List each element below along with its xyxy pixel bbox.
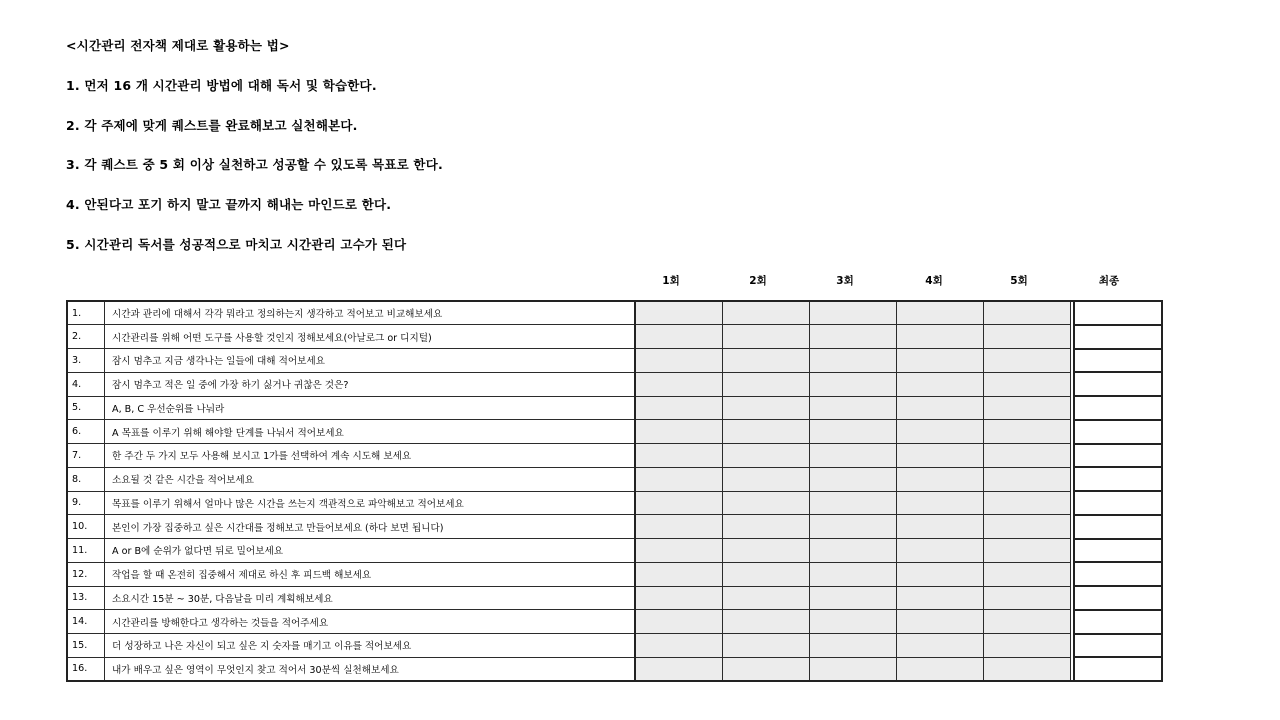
instruction-4: 4. 안된다고 포기 하지 말고 끝까지 해내는 마인드로 한다. (66, 197, 392, 212)
quest-checklist-table (66, 300, 1163, 682)
attempt-1-cell[interactable] (635, 301, 723, 325)
task-number: 11. (67, 539, 105, 563)
task-number: 15. (67, 634, 105, 658)
attempt-2-cell[interactable] (723, 634, 810, 658)
instruction-3: 3. 각 퀘스트 중 5 회 이상 실천하고 성공할 수 있도록 목표로 한다. (66, 157, 443, 172)
attempt-2-cell[interactable] (723, 586, 810, 610)
attempt-5-cell[interactable] (984, 515, 1071, 539)
attempt-2-cell[interactable] (723, 325, 810, 349)
task-number: 1. (67, 301, 105, 325)
attempt-1-cell[interactable] (635, 420, 723, 444)
table-row (67, 420, 1162, 444)
task-text: 더 성장하고 나은 자신이 되고 싶은 지 숫자를 매기고 이유를 적어보세요 (105, 634, 636, 658)
table-row (67, 491, 1162, 515)
task-text: 본인이 가장 집중하고 싶은 시간대를 정해보고 만들어보세요 (하다 보면 됩니다) (105, 515, 636, 539)
attempt-1-cell[interactable] (635, 491, 723, 515)
attempt-1-cell[interactable] (635, 634, 723, 658)
attempt-2-cell[interactable] (723, 491, 810, 515)
table-row (67, 657, 1162, 681)
table-row (67, 325, 1162, 349)
final-cell[interactable] (1074, 515, 1162, 539)
attempt-5-cell[interactable] (984, 539, 1071, 563)
attempt-1-cell[interactable] (635, 349, 723, 373)
table-row (67, 515, 1162, 539)
attempt-3-cell[interactable] (810, 372, 897, 396)
attempt-3-cell[interactable] (810, 610, 897, 634)
attempt-3-cell[interactable] (810, 444, 897, 468)
attempt-1-cell[interactable] (635, 372, 723, 396)
attempt-3-cell[interactable] (810, 515, 897, 539)
final-cell[interactable] (1074, 491, 1162, 515)
task-text: A 목표를 이루기 위해 해야할 단계를 나눠서 적어보세요 (105, 420, 636, 444)
attempt-4-cell[interactable] (897, 396, 984, 420)
attempt-3-cell[interactable] (810, 491, 897, 515)
attempt-2-cell[interactable] (723, 515, 810, 539)
attempt-1-cell[interactable] (635, 444, 723, 468)
column-header-1: 1회 (662, 275, 680, 287)
table-row (67, 444, 1162, 468)
task-text: A, B, C 우선순위를 나눠라 (105, 396, 636, 420)
attempt-1-cell[interactable] (635, 586, 723, 610)
task-number: 12. (67, 562, 105, 586)
final-cell[interactable] (1074, 657, 1162, 681)
task-number: 3. (67, 349, 105, 373)
attempt-2-cell[interactable] (723, 444, 810, 468)
task-number: 8. (67, 467, 105, 491)
final-cell[interactable] (1074, 539, 1162, 563)
final-cell[interactable] (1074, 467, 1162, 491)
table-row (67, 634, 1162, 658)
attempt-3-cell[interactable] (810, 657, 897, 681)
task-text: 시간관리를 방해한다고 생각하는 것들을 적어주세요 (105, 610, 636, 634)
table-row (67, 349, 1162, 373)
attempt-4-cell[interactable] (897, 349, 984, 373)
attempt-3-cell[interactable] (810, 396, 897, 420)
attempt-4-cell[interactable] (897, 372, 984, 396)
final-cell[interactable] (1074, 444, 1162, 468)
attempt-2-cell[interactable] (723, 420, 810, 444)
attempt-1-cell[interactable] (635, 515, 723, 539)
attempt-4-cell[interactable] (897, 610, 984, 634)
attempt-5-cell[interactable] (984, 420, 1071, 444)
task-text: 시간관리를 위해 어떤 도구를 사용할 것인지 정해보세요(아날로그 or 디지털) (105, 325, 636, 349)
attempt-2-cell[interactable] (723, 539, 810, 563)
attempt-5-cell[interactable] (984, 349, 1071, 373)
attempt-3-cell[interactable] (810, 349, 897, 373)
instruction-2: 2. 각 주제에 맞게 퀘스트를 완료해보고 실천해본다. (66, 118, 358, 133)
attempt-4-cell[interactable] (897, 657, 984, 681)
table-row (67, 562, 1162, 586)
attempt-4-cell[interactable] (897, 586, 984, 610)
attempt-1-cell[interactable] (635, 325, 723, 349)
column-header-3: 3회 (836, 275, 854, 287)
attempt-5-cell[interactable] (984, 467, 1071, 491)
attempt-5-cell[interactable] (984, 657, 1071, 681)
attempt-1-cell[interactable] (635, 396, 723, 420)
task-text: 내가 배우고 싶은 영역이 무엇인지 찾고 적어서 30분씩 실천해보세요 (105, 657, 636, 681)
attempt-5-cell[interactable] (984, 634, 1071, 658)
attempt-4-cell[interactable] (897, 562, 984, 586)
final-cell[interactable] (1074, 634, 1162, 658)
attempt-2-cell[interactable] (723, 562, 810, 586)
final-cell[interactable] (1074, 396, 1162, 420)
task-text: 잠시 멈추고 적은 일 중에 가장 하기 싫거나 귀찮은 것은? (105, 372, 636, 396)
attempt-2-cell[interactable] (723, 301, 810, 325)
task-text: 잠시 멈추고 지금 생각나는 일들에 대해 적어보세요 (105, 349, 636, 373)
attempt-2-cell[interactable] (723, 396, 810, 420)
final-cell[interactable] (1074, 610, 1162, 634)
attempt-3-cell[interactable] (810, 467, 897, 491)
task-text: 작업을 할 때 온전히 집중해서 제대로 하신 후 피드백 해보세요 (105, 562, 636, 586)
task-number: 10. (67, 515, 105, 539)
final-cell[interactable] (1074, 372, 1162, 396)
column-header-final: 최종 (1098, 275, 1120, 287)
attempt-2-cell[interactable] (723, 610, 810, 634)
task-text: 시간과 관리에 대해서 각각 뭐라고 정의하는지 생각하고 적어보고 비교해보세요 (105, 301, 636, 325)
table-row (67, 396, 1162, 420)
document-title: <시간관리 전자책 제대로 활용하는 법> (66, 38, 290, 53)
final-cell[interactable] (1074, 301, 1162, 325)
attempt-5-cell[interactable] (984, 396, 1071, 420)
attempt-2-cell[interactable] (723, 467, 810, 491)
attempt-3-cell[interactable] (810, 325, 897, 349)
task-number: 7. (67, 444, 105, 468)
column-header-4: 4회 (925, 275, 943, 287)
attempt-1-cell[interactable] (635, 539, 723, 563)
final-cell[interactable] (1074, 562, 1162, 586)
attempt-2-cell[interactable] (723, 372, 810, 396)
attempt-5-cell[interactable] (984, 444, 1071, 468)
attempt-4-cell[interactable] (897, 515, 984, 539)
table-row (67, 301, 1162, 325)
attempt-4-cell[interactable] (897, 420, 984, 444)
attempt-1-cell[interactable] (635, 467, 723, 491)
table-row (67, 467, 1162, 491)
attempt-4-cell[interactable] (897, 301, 984, 325)
task-text: 목표를 이루기 위해서 얼마나 많은 시간을 쓰는지 객관적으로 파악해보고 적어보세요 (105, 491, 636, 515)
column-header-2: 2회 (749, 275, 767, 287)
attempt-3-cell[interactable] (810, 420, 897, 444)
task-number: 9. (67, 491, 105, 515)
attempt-5-cell[interactable] (984, 610, 1071, 634)
table-row (67, 539, 1162, 563)
task-number: 4. (67, 372, 105, 396)
attempt-4-cell[interactable] (897, 325, 984, 349)
final-cell[interactable] (1074, 325, 1162, 349)
attempt-3-cell[interactable] (810, 586, 897, 610)
instruction-5: 5. 시간관리 독서를 성공적으로 마치고 시간관리 고수가 된다 (66, 237, 407, 252)
final-cell[interactable] (1074, 586, 1162, 610)
attempt-3-cell[interactable] (810, 301, 897, 325)
attempt-3-cell[interactable] (810, 634, 897, 658)
attempt-5-cell[interactable] (984, 301, 1071, 325)
attempt-3-cell[interactable] (810, 562, 897, 586)
task-text: 소요될 것 같은 시간을 적어보세요 (105, 467, 636, 491)
task-text: 소요시간 15분 ~ 30분, 다음날을 미리 계획해보세요 (105, 586, 636, 610)
attempt-1-cell[interactable] (635, 610, 723, 634)
task-number: 5. (67, 396, 105, 420)
task-text: A or B에 순위가 없다면 뒤로 밀어보세요 (105, 539, 636, 563)
final-cell[interactable] (1074, 349, 1162, 373)
attempt-3-cell[interactable] (810, 539, 897, 563)
task-number: 6. (67, 420, 105, 444)
attempt-5-cell[interactable] (984, 562, 1071, 586)
attempt-4-cell[interactable] (897, 444, 984, 468)
task-number: 16. (67, 657, 105, 681)
final-cell[interactable] (1074, 420, 1162, 444)
task-number: 14. (67, 610, 105, 634)
task-number: 13. (67, 586, 105, 610)
attempt-5-cell[interactable] (984, 372, 1071, 396)
instruction-1: 1. 먼저 16 개 시간관리 방법에 대해 독서 및 학습한다. (66, 78, 377, 93)
attempt-5-cell[interactable] (984, 325, 1071, 349)
attempt-4-cell[interactable] (897, 539, 984, 563)
task-text: 한 주간 두 가지 모두 사용해 보시고 1가를 선택하여 계속 시도해 보세요 (105, 444, 636, 468)
table-row (67, 372, 1162, 396)
attempt-5-cell[interactable] (984, 491, 1071, 515)
task-number: 2. (67, 325, 105, 349)
attempt-5-cell[interactable] (984, 586, 1071, 610)
attempt-4-cell[interactable] (897, 491, 984, 515)
table-row (67, 586, 1162, 610)
attempt-4-cell[interactable] (897, 634, 984, 658)
attempt-1-cell[interactable] (635, 657, 723, 681)
table-row (67, 610, 1162, 634)
attempt-1-cell[interactable] (635, 562, 723, 586)
attempt-2-cell[interactable] (723, 349, 810, 373)
attempt-4-cell[interactable] (897, 467, 984, 491)
attempt-2-cell[interactable] (723, 657, 810, 681)
column-header-5: 5회 (1010, 275, 1028, 287)
